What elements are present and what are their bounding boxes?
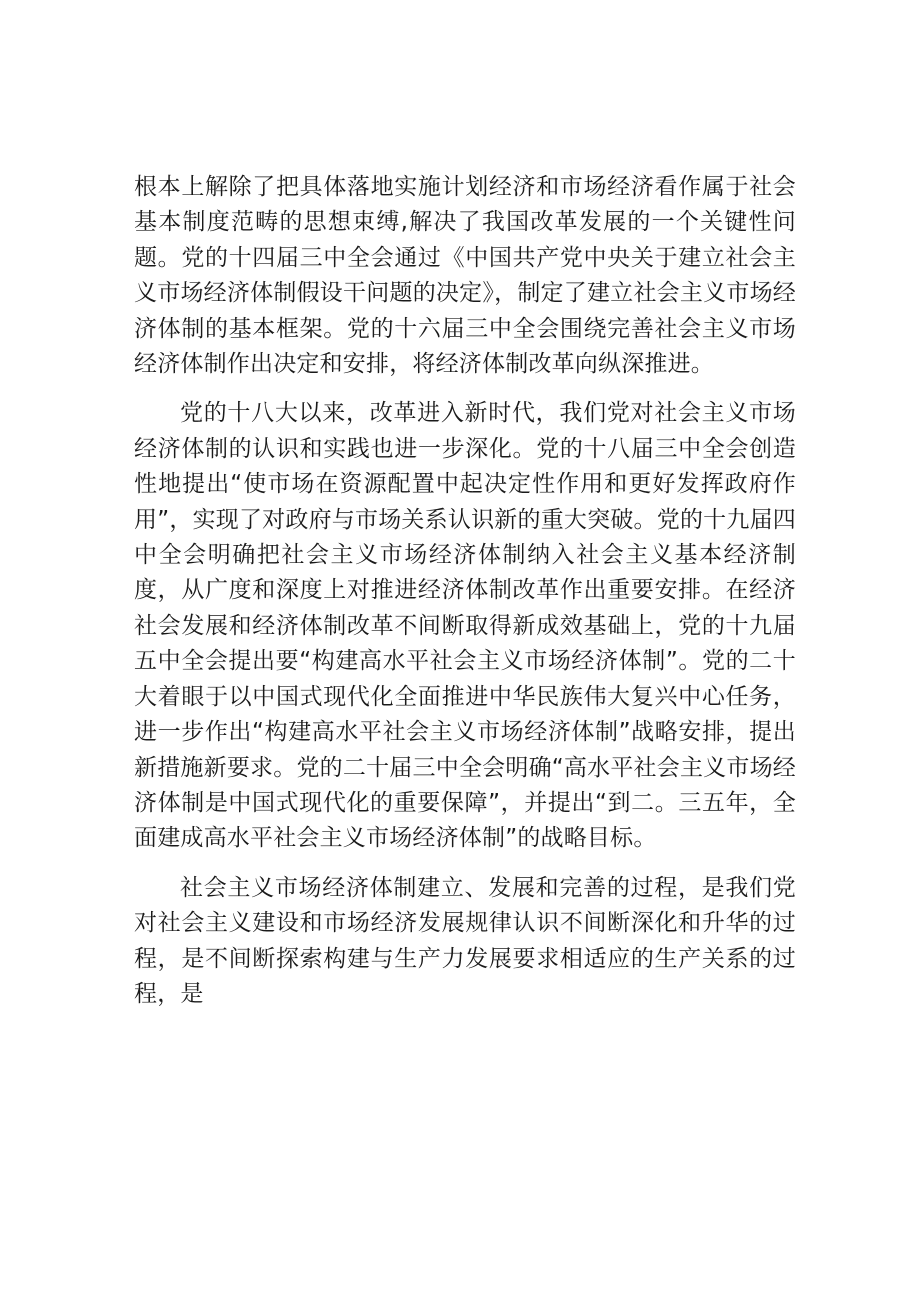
paragraph-2: 党的十八大以来，改革进入新时代，我们党对社会主义市场经济体制的认识和实践也进一步深化。党的十八届三中全会创造性地提出“使市场在资源配置中起决定性作用和更好发挥政府作用”，实现了对政府与市场关系认识新的重大突破。党的十九届四中全会明确把社会主义市场经济体制纳入社会主义基本经济制度，从广度和深度上对推进经济体制改革作出重要安排。在经济社会发展和经济体制改革不间断取得新成效基础上，党的十九届五中全会提出要“构建高水平社会主义市场经济体制”。党的二十大着眼于以中国式现代化全面推进中华民族伟大复兴中心任务，进一步作出“构建高水平社会主义市场经济体制”战略安排，提出新措施新要求。党的二十届三中全会明确“高水平社会主义市场经济体制是中国式现代化的重要保障”，并提出“到二。三五年，全面建成高水平社会主义市场经济体制”的战略目标。 — [134, 400, 796, 852]
paragraph-3: 社会主义市场经济体制建立、发展和完善的过程，是我们党对社会主义建设和市场经济发展规律认识不间断深化和升华的过程，是不间断探索构建与生产力发展要求相适应的生产关系的过程，是 — [134, 874, 796, 1007]
document-body — [134, 170, 796, 1012]
paragraph-1: 根本上解除了把具体落地实施计划经济和市场经济看作属于社会基本制度范畴的思想束缚,解决了我国改革发展的一个关键性问题。党的十四届三中全会通过《中国共产党中央关于建立社会主义市场经济体制假设干问题的决定》，制定了建立社会主义市场经济体制的基本框架。党的十六届三中全会围绕完善社会主义市场经济体制作出决定和安排，将经济体制改革向纵深推进。 — [134, 174, 796, 378]
